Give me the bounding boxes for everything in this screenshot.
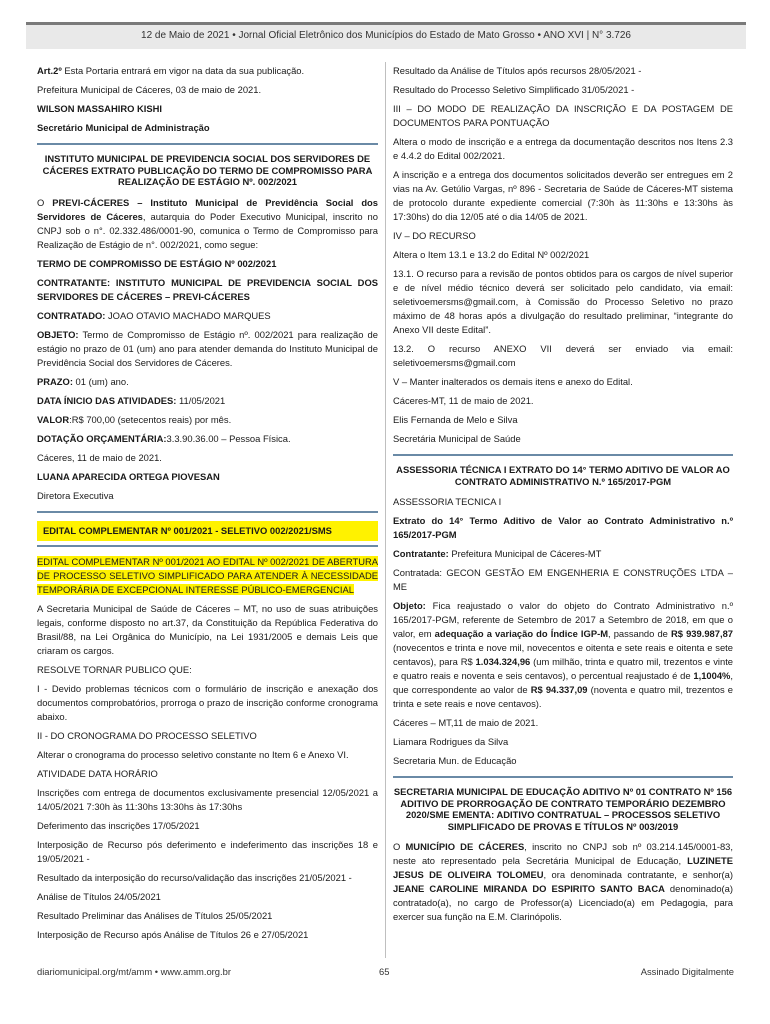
- item-1: I - Devido problemas técnicos com o formulário de inscrição e anexação dos documentos comprobatórios, prorroga o prazo de inscrição conforme cronograma abaixo.: [37, 682, 378, 722]
- objeto-line: OBJETO: Termo de Compromisso de Estágio nº. 002/2021 para realização de estágio no prazo de 01 (um) ano para atender demanda do Instituto Municipal de Previdência Social dos Servidores de Cáceres.: [37, 328, 378, 368]
- extrato-heading: Extrato do 14° Termo Aditivo de Valor ao Contrato Administrativo n.º 165/2017-PGM: [393, 515, 733, 540]
- schedule-row: Deferimento das inscrições 17/05/2021: [37, 819, 200, 831]
- right-column: [393, 64, 733, 929]
- schedule-row: Resultado da interposição do recurso/validação das inscrições 21/05/2021 -: [37, 871, 352, 883]
- signer-name: Elis Fernanda de Melo e Silva: [393, 414, 518, 425]
- page-footer: [37, 966, 734, 977]
- left-column: [37, 64, 378, 947]
- previ-intro: O PREVI-CÁCERES – Instituto Municipal de Previdência Social dos Servidores de Cáceres, autarquia do Poder Executivo Municipal, inscrito no CNPJ sob o n°. 02.332.486/0001-90, comunica o Termo de Compromisso para Realização de Estágio de n°. 002/2021, como segue:: [37, 196, 378, 250]
- section-rule: [37, 545, 378, 547]
- prazo-line: PRAZO: 01 (um) ano.: [37, 375, 129, 387]
- recurso-13-1: 13.1. O recurso para a revisão de pontos obtidos para os cargos de nível superior e de nível médio técnico deverá ser solicitado pelo candidato, via email: seletivoemersms@gmail.com, à Comissão do Processo Seletivo no prazo máximo de 48 horas após a divulgação do resultado preliminar, “integrante do Anexo VII deste Edital”.: [393, 268, 733, 335]
- educacao-section-title: SECRETARIA MUNICIPAL DE EDUCAÇÃO ADITIVO Nº 01 CONTRATO Nº 156 ADITIVO DE PRORROGAÇÃO DE CONTRATO TEMPORÁRIO DEZEMBRO 2020/SME EMENTA: ADITIVO CONTRATUAL – PROCESSOS SELETIVO SIMPLIFICADO DE PROVAS E TÍTULOS Nº 003/2019: [393, 786, 733, 832]
- signature-note: Assinado Digitalmente: [640, 966, 734, 977]
- schedule-row: Resultado Preliminar das Análises de Títulos 25/05/2021: [37, 909, 273, 921]
- section-rule: [37, 143, 378, 145]
- dotacao-line: DOTAÇÃO ORÇAMENTÁRIA:3.3.90.36.00 – Pessoa Física.: [37, 432, 291, 444]
- schedule-row: Interposição de Recurso após Análise de Títulos 26 e 27/05/2021: [37, 928, 309, 940]
- caceres-date: Cáceres – MT,11 de maio de 2021.: [393, 717, 539, 728]
- data-inicio-line: DATA ÍNICIO DAS ATIVIDADES: 11/05/2021: [37, 394, 226, 406]
- objeto-paragraph: Objeto: Fica reajustado o valor do objeto do Contrato Administrativo n.º 165/2017-PGM, referente de Setembro de 2017 a Setembro de 2018, em que o valor, em adequação a variação do Índice IGP-M, passando de R$ 939.987,87 (novecentos e trinta e nove mil, novecentos e oitenta e sete reais e oitenta e sete centavos), para R$ 1.034.324,96 (um milhão, trinta e quatro mil, trezentos e vinte e quatro reais e noventa e seis centavos), o percentual reajustado é de 1,1004%, que correspondente ao valor de R$ 94.337,09 (noventa e quatro mil, trezentos e trinta e sete reais e nove centavos).: [393, 600, 734, 709]
- edital-highlight-title: EDITAL COMPLEMENTAR Nº 001/2021 - SELETIVO 002/2021/SMS: [37, 521, 378, 541]
- assessoria-section-title: ASSESSORIA TÉCNICA I EXTRATO DO 14° TERMO ADITIVO DE VALOR AO CONTRATO ADMINISTRATIVO N.º 165/2017-PGM: [396, 464, 730, 487]
- prefeitura-line: Prefeitura Municipal de Cáceres, 03 de maio de 2021.: [37, 84, 262, 95]
- column-divider: [385, 62, 386, 958]
- resolve-line: RESOLVE TORNAR PUBLICO QUE:: [37, 663, 192, 675]
- schedule-row: Análise de Títulos 24/05/2021: [37, 890, 161, 902]
- schedule-row: Inscrições com entrega de documentos exclusivamente presencial 12/05/2021 a 14/05/2021 7:30h às 11:30hs 13:30hs às 17:30hs: [37, 786, 378, 812]
- valor-line: VALOR:R$ 700,00 (setecentos reais) por mês.: [37, 413, 232, 425]
- signer-name: Liamara Rodrigues da Silva: [393, 736, 509, 747]
- section-rule: [393, 776, 733, 778]
- section-iv: IV – DO RECURSO: [393, 230, 476, 241]
- contratante-line: Contratante: Prefeitura Municipal de Cáceres-MT: [393, 548, 602, 559]
- altera-item: Altera o Item 13.1 e 13.2 do Edital Nº 002/2021: [393, 249, 590, 260]
- section-rule: [393, 454, 733, 456]
- signer-role: Diretora Executiva: [37, 489, 114, 501]
- schedule-row: Resultado da Análise de Títulos após recursos 28/05/2021 -: [393, 65, 642, 76]
- alterar-line: Alterar o cronograma do processo seletivo constante no Item 6 e Anexo VI.: [37, 748, 349, 760]
- schedule-row: Interposição de Recurso pós deferimento e indeferimento das inscrições 18 e 19/05/2021 -: [37, 838, 378, 864]
- atividade-header: ATIVIDADE DATA HORÁRIO: [37, 767, 158, 779]
- section-iii: III – DO MODO DE REALIZAÇÃO DA INSCRIÇÃO E DA POSTAGEM DE DOCUMENTOS PARA PONTUAÇÃO: [393, 103, 733, 128]
- caceres-date: Cáceres, 11 de maio de 2021.: [37, 451, 162, 463]
- contratado-line: CONTRATADO: JOAO OTAVIO MACHADO MARQUES: [37, 309, 271, 321]
- art2-paragraph: Art.2º Esta Portaria entrará em vigor na data da sua publicação.: [37, 65, 305, 76]
- edital-body: A Secretaria Municipal de Saúde de Cáceres – MT, no uso de suas atribuições legais, conforme disposto no art.37, da Constituição da República Federativa do Brasil/88, na Lei Orgânica do Município, na Lei 1931/2005 e demais Leis que criaram os cargos.: [37, 602, 378, 656]
- termo-heading: TERMO DE COMPROMISSO DE ESTÁGIO Nº 002/2021: [37, 257, 277, 269]
- item-2: II - DO CRONOGRAMA DO PROCESSO SELETIVO: [37, 729, 257, 741]
- recurso-13-2: 13.2. O recurso ANEXO VII deverá ser enviado via email: seletivoemersms@gmail.com: [393, 343, 733, 368]
- inscricao-entrega: A inscrição e a entrega dos documentos solicitados deverão ser entregues em 2 vias na Av. Getúlio Vargas, nº 896 - Secretaria de Saúde de Cáceres-MT sistema de protocolo durante expediente comercial (7:30h às 11:30hs e 13:30hs às 17:30hs) do dia 12/05 até o dia 14/05 de 2021.: [393, 169, 733, 222]
- previ-section-title: INSTITUTO MUNICIPAL DE PREVIDENCIA SOCIAL DOS SERVIDORES DE CÁCERES EXTRATO PUBLICAÇÃO DO TERMO DE COMPROMISSO PARA REALIZAÇÃO DE ESTÁGIO Nº. 002/2021: [42, 153, 373, 187]
- municipio-paragraph: O MUNICÍPIO DE CÁCERES, inscrito no CNPJ sob nº 03.214.145/0001-83, neste ato representado pela Secretária Municipal de Educação, LUZINETE JESUS DE OLIVEIRA TOLOMEU, ora denominada contratante, e senhor(a) JEANE CAROLINE MIRANDA DO ESPIRITO SANTO BACA denominado(a) contratado(a), no cargo de Professor(a) Licenciado(a) em Pedagogia, para exercer sua função na E.M. Clarinópolis.: [393, 841, 733, 922]
- caceres-date: Cáceres-MT, 11 de maio de 2021.: [393, 395, 534, 406]
- journal-header: 12 de Maio de 2021 • Jornal Oficial Eletrônico dos Municípios do Estado de Mato Grosso • ANO XVI | N° 3.726: [26, 22, 746, 49]
- section-rule: [37, 511, 378, 513]
- signer-name: LUANA APARECIDA ORTEGA PIOVESAN: [37, 470, 220, 482]
- assessoria-label: ASSESSORIA TECNICA I: [393, 496, 502, 507]
- edital-heading: EDITAL COMPLEMENTAR Nº 001/2021 AO EDITAL Nº 002/2021 DE ABERTURA DE PROCESSO SELETIVO SIMPLIFICADO PARA ATENDER À NECESSIDADE TEMPORÁRIA DE EXCEPCIONAL INTERESSE PÚBLICO-EMERGENCIAL: [37, 555, 378, 595]
- signer-role: Secretário Municipal de Administração: [37, 122, 210, 133]
- signer-role: Secretária Municipal de Saúde: [393, 433, 521, 444]
- contratante-line: CONTRATANTE: INSTITUTO MUNICIPAL DE PREVIDENCIA SOCIAL DOS SERVIDORES DE CÁCERES – PREVI-CÁCERES: [37, 276, 378, 302]
- schedule-row: Resultado do Processo Seletivo Simplificado 31/05/2021 -: [393, 84, 635, 95]
- contratada-line: Contratada: GECON GESTÃO EM ENGENHERIA E CONSTRUÇÕES LTDA – ME: [393, 567, 733, 592]
- page-number: 65: [379, 966, 390, 977]
- signer-role: Secretaria Mun. de Educação: [393, 755, 517, 766]
- section-v: V – Manter inalterados os demais itens e anexo do Edital.: [393, 376, 633, 387]
- signer-name: WILSON MASSAHIRO KISHI: [37, 103, 163, 114]
- altera-modo: Altera o modo de inscrição e a entrega da documentação descritos nos Itens 2.3 e 4.4.2 do Edital 002/2021.: [393, 136, 733, 161]
- footer-site-link[interactable]: diariomunicipal.org/mt/amm • www.amm.org.br: [37, 966, 231, 977]
